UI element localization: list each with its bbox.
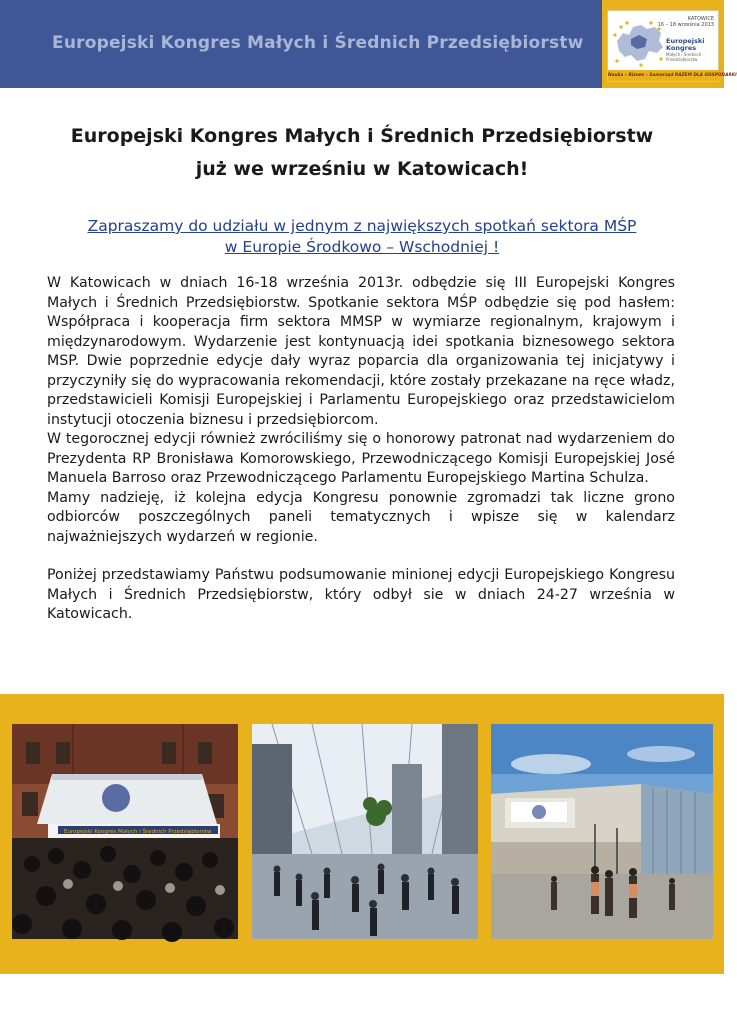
invite-heading: [30, 216, 694, 258]
page-title-line1: Europejski Kongres Małych i Średnich Przedsiębiorstw: [70, 125, 654, 147]
paragraph-intro: W Katowicach w dniach 16-18 września 2013r. odbędzie się III Europejski Kongres Małych i Średnich Przedsiębiorstw. Spotkanie sektora MŚP odbędzie się pod hasłem: Współpraca i kooperacja firm sektora MMSP w wymiarze regionalnym, krajowym i międzynarodowym. Wydarzenie jest kontynuacją idei spotkania biznesowego sektora MSP. Dwie poprzednie edycje dały wyraz poparcia dla organizowania tej inicjatywy i przyczyniły się do wypracowania rekomendacji, które zostały przekazane na ręce władz, przedstawicieli Komisji Europejskiej i Parlamentu Europejskiego oraz przedstawicielom instytucji otoczenia biznesu i przedsiębiorcom.: [47, 275, 675, 428]
paragraph-summary: Poniżej przedstawiamy Państwu podsumowanie minionej edycji Europejskiego Kongresu Małych i Średnich Przedsiębiorstw, który odbył sie w dniach 24-27 września w Katowicach.: [47, 567, 675, 622]
page-title: [30, 120, 694, 186]
paragraph-hope: Mamy nadzieję, iż kolejna edycja Kongresu ponownie zgromadzi tak liczne grono odbiorców poszczególnych paneli tematycznych i wpisze się w kalendarz najważniejszych wydarzeń w regionie.: [47, 489, 675, 545]
logo-dates: 16 – 18 września 2013: [657, 22, 714, 28]
logo-name: Europejski Kongres: [666, 37, 705, 52]
logo-subname: Małych i Średnich Przedsiębiorstw: [666, 52, 702, 62]
photo-band: [0, 694, 724, 974]
logo-city-dates: [658, 16, 714, 28]
logo-tagline: Nauka – Biznes – Samorząd RAZEM DLA GOSPODARKI: [608, 70, 720, 81]
photo-atrium-crowd: [12, 724, 238, 939]
invite-line1: Zapraszamy do udziału w jednym z największych spotkań sektora MŚP: [87, 217, 637, 235]
logo-city: KATOWICE: [687, 16, 714, 22]
header-title: Europejski Kongres Małych i Średnich Przedsiębiorstw: [52, 33, 584, 53]
paragraph-patronage: W tegorocznej edycji również zwróciliśmy się o honorowy patronat nad wydarzeniem do Prezydenta RP Bronisława Komorowskiego, Przewodniczącego Komisji Europejskiej José Manuela Barroso oraz Przewodniczącego Parlamentu Europejskiego Martina Schulza.: [47, 431, 675, 486]
body-text: [47, 274, 675, 625]
congress-logo: [607, 10, 737, 82]
page-title-line2: już we wrześniu w Katowicach!: [195, 158, 529, 180]
photo-building-exterior: [491, 724, 713, 939]
photo-glass-hall: [252, 724, 478, 939]
invite-line2: w Europie Środkowo – Wschodniej !: [224, 238, 500, 256]
stand-banner-text: Europejski Kongres Małych i Średnich Przedsiębiorstw: [64, 829, 212, 835]
